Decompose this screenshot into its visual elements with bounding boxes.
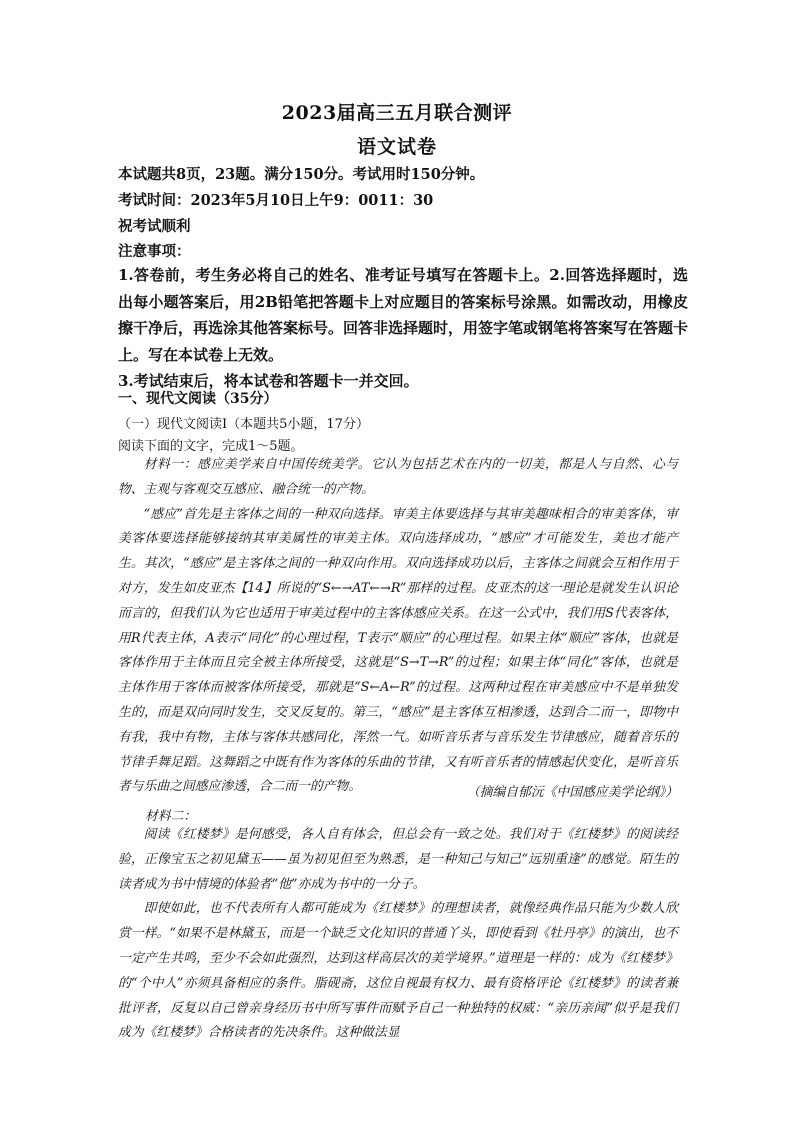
material-two-paragraph: 阅读《红楼梦》是何感受，各人自有体会，但总会有一致之处。我们对于《红楼梦》的阅读经验，正像宝玉之初见黛玉——虽为初见但至为熟悉，是一种知己与知己“远别重逢”的感觉。陌生的读者成为书中情境的体验者“他”亦成为书中的一分子。 xyxy=(118,827,678,892)
notes-title: 注意事项： xyxy=(118,243,191,260)
note-item-2: 3.考试结束后，将本试卷和答题卡一并交回。 xyxy=(118,372,419,390)
material-two xyxy=(118,823,678,1046)
reading-instruction: 阅读下面的文字，完成1～5题。 xyxy=(118,439,304,454)
material-one-source: （摘编自郁沅《中国感应美学论纲》） xyxy=(466,785,678,800)
material-two-paragraph: 即使如此，也不代表所有人都可能成为《红楼梦》的理想读者，就像经典作品只能为少数人欣赏一样。“如果不是林黛玉，而是一个缺乏文化知识的普通丫头，即使看到《牡丹亭》的演出，也不一定产生共鸣，至少不会如此强烈，达到这样高层次的美学境界。”道理是一样的：成为《红楼梦》的“个中人”亦须具备相应的条件。脂砚斋，这位自视最有权力、最有资格评论《红楼梦》的读者兼批评者，反复以自己曾亲身经历书中所写事件而赋予自己一种独特的权威：“亲历亲闻”似乎是我们成为《红楼梦》合格读者的先决条件。这种做法显 xyxy=(118,901,678,1041)
section-title: 一、现代文阅读（35分） xyxy=(118,391,278,407)
material-two-label: 材料二： xyxy=(145,809,197,824)
note-item-1: 1.答卷前，考生务必将自己的姓名、准考证号填写在答题卡上。2.回答选择题时，选出每小题答案后，用2B铅笔把答题卡上对应题目的答案标号涂黑。如需改动，用橡皮擦干净后，再选涂其他答案标号。回答非选择题时，用签字笔或钢笔将答案写在答题卡上。写在本试卷上无效。 xyxy=(118,266,689,364)
material-one xyxy=(118,453,678,800)
blessing-line: 祝考试顺利 xyxy=(118,218,191,235)
exam-subtitle: 语文试卷 xyxy=(356,136,437,158)
section-subtitle: （一）现代文阅读Ⅰ（本题共5小题，17分） xyxy=(118,417,369,432)
exam-info-line: 本试题共8页，23题。满分150分。考试用时150分钟。 xyxy=(118,166,485,183)
material-one-intro: 材料一：感应美学来自中国传统美学。它认为包括艺术在内的一切美，都是人与自然、心与物、主观与客观交互感应、融合统一的产物。 xyxy=(118,457,678,497)
material-one-body: “感应”首先是主客体之间的一种双向选择。审美主体要选择与其审美趣味相合的审美客体，审美客体要选择能够接纳其审美属性的审美主体。双向选择成功，“感应”才可能发生，美也才能产生。其次，“感应”是主客体之间的一种双向作用。双向选择成功以后，主客体之间就会互相作用于对方，发生如皮亚杰【14】所说的“S←→AT←→R”那样的过程。皮亚杰的这一理论是就发生认识论而言的，但我们认为它也适用于审美过程中的主客体感应关系。在这一公式中，我们用S代表客体，用R代表主体，A表示“同化”的心理过程，T表示“顺应”的心理过程。如果主体“顺应”客体，也就是客体作用于主体而且完全被主体所接受，这就是“S→T→R”的过程；如果主体“同化”客体，也就是主体作用于客体而被客体所接受，那就是“S←A←R”的过程。这两种过程在审美感应中不是单独发生的，而是双向同时发生，交叉反复的。第三，“感应”是主客体互相渗透，达到合二而一，即物中有我，我中有物，主体与客体共感同化，浑然一气。如听音乐者与音乐发生节律感应，随着音乐的节律手舞足蹈。这舞蹈之中既有作为客体的乐曲的节律，又有听音乐者的情感起伏变化，是听音乐者与乐曲之间感应渗透，合二而一的产物。 xyxy=(118,506,678,795)
exam-time-line: 考试时间：2023年5月10日上午9：0011：30 xyxy=(118,192,434,209)
exam-title: 2023届高三五月联合测评 xyxy=(281,102,513,124)
